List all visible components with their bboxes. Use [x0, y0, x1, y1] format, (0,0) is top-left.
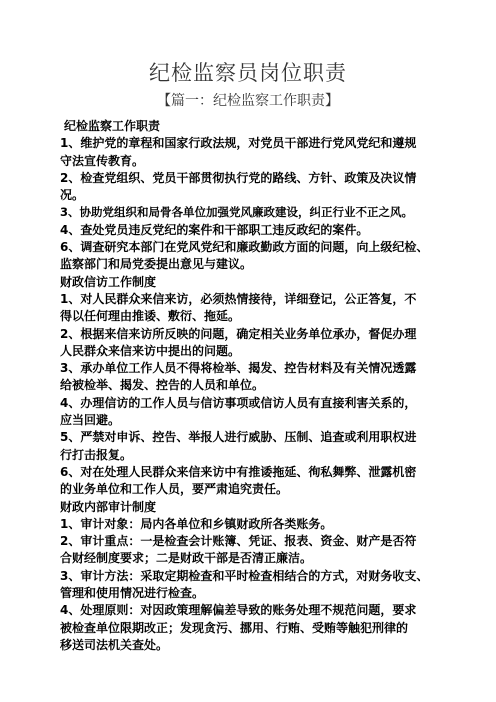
document-title: 纪检监察员岗位职责: [149, 61, 347, 85]
text-line: 2、审计重点：一是检查会计账簿、凭证、报表、资金、财产是否符: [60, 534, 417, 549]
text-line: 3、审计方法：采取定期检查和平时检查相结合的方式，对财务收支、: [60, 568, 429, 583]
text-line: 3、协助党组织和局骨各单位加强党风廉政建设，纠正行业不正之风。: [60, 205, 413, 220]
text-line: 被检查单位限期改正；发现贪污、挪用、行贿、受贿等触犯刑律的: [60, 620, 409, 635]
text-line: 给被检举、揭发、控告的人员和单位。: [60, 378, 265, 393]
text-line: 3、承办单位工作人员不得将检举、揭发、控告材料及有关情况透露: [60, 361, 417, 376]
text-line: 6、调查研究本部门在党风党纪和廉政勤政方面的问题，向上级纪检、: [60, 240, 429, 255]
text-line: 人民群众来信来访中提出的问题。: [60, 343, 241, 358]
text-line: 移送司法机关查处。: [60, 637, 169, 652]
document-body: [60, 118, 450, 654]
text-line: 应当回避。: [60, 413, 121, 428]
text-line: 6、对在处理人民群众来信来访中有推诿拖延、徇私舞弊、泄露机密: [60, 464, 417, 479]
document-subtitle: 【篇一：纪检监察工作职责】: [157, 93, 339, 109]
text-line: 2、根据来信来访所反映的问题，确定相关业务单位承办，督促办理: [60, 326, 417, 341]
section-heading: 财政信访工作制度: [60, 274, 157, 289]
text-line: 管理和使用情况进行检查。: [60, 586, 205, 601]
text-line: 行打击报复。: [60, 447, 133, 462]
text-line: 5、严禁对申诉、控告、举报人进行威胁、压制、追查或利用职权进: [60, 430, 417, 445]
text-line: 1、审计对象：局内各单位和乡镇财政所各类账务。: [60, 516, 333, 531]
text-line: 4、处理原则：对因政策理解偏差导致的账务处理不规范问题，要求: [60, 603, 417, 618]
text-line: 1、维护党的章程和国家行政法规，对党员干部进行党风党纪和遵规: [60, 136, 417, 151]
text-line: 4、查处党员违反党纪的案件和干部职工违反政纪的案件。: [60, 222, 369, 237]
text-line: 4、办理信访的工作人员与信访事项或信访人员有直接利害关系的，: [60, 395, 417, 410]
text-line: 监察部门和局党委提出意见与建议。: [60, 257, 253, 272]
text-line: 得以任何理由推诿、敷衍、拖延。: [60, 309, 241, 324]
text-line: 况。: [60, 188, 85, 203]
section-heading: 纪检监察工作职责: [64, 119, 161, 133]
text-line: 的业务单位和工作人员，要严肃追究责任。: [60, 482, 289, 497]
text-line: 1、对人民群众来信来访，必须热情接待，详细登记，公正答复，不: [60, 291, 417, 306]
text-line: 2、检查党组织、党员干部贯彻执行党的路线、方针、政策及决议情: [60, 170, 417, 185]
section-heading: 财政内部审计制度: [60, 499, 157, 514]
text-line: 守法宣传教育。: [60, 153, 145, 168]
text-line: 合财经制度要求；二是财政干部是否清正廉洁。: [60, 551, 313, 566]
